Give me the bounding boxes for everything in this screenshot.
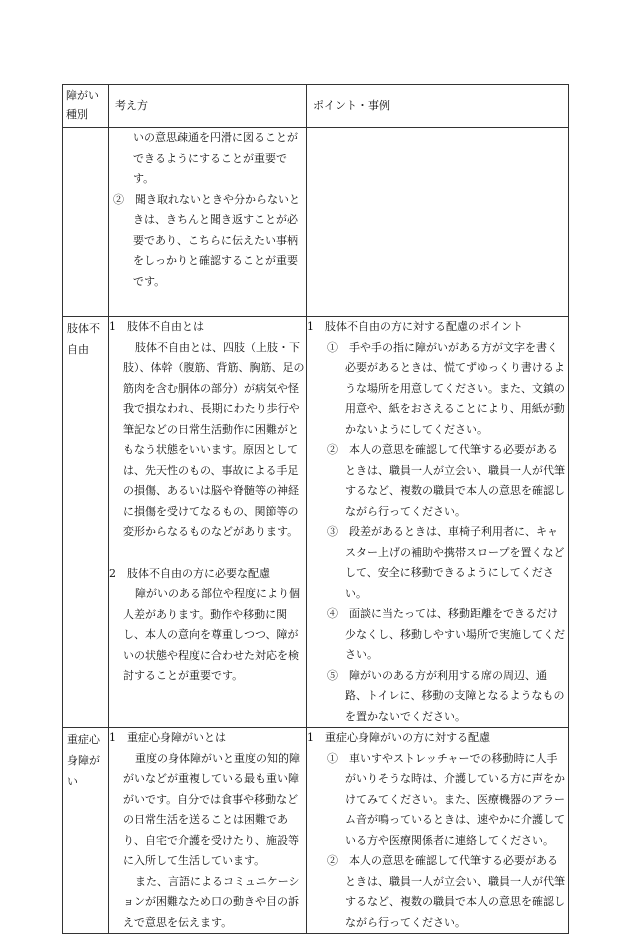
row2-thinking-paragraph-2: 障がいのある部位や程度により個人差があります。動作や移動に関し、本人の意向を尊重しつつ、障がいの状態や程度に合わせた対応を検討することが重要です。 xyxy=(123,587,300,682)
row3-thinking-paragraph-2: また、言語によるコミュニケーションが困難なため口の動きや目の訴えで意思を伝えます。 xyxy=(123,874,300,929)
row3-point-1: ① 車いすやストレッチャーでの移動時に人手がいりそうな時は、介護している方に声をかけてみてください。また、医療機器のアラーム音が鳴っているときは、速やかに介護している方や医療関係者に連絡してください。 xyxy=(327,751,565,847)
row1-thinking xyxy=(109,128,307,317)
row2-category: 肢体不自由 xyxy=(63,317,109,728)
table-row-physical xyxy=(63,317,569,728)
row1-thinking-item-2: ② 聞き取れないときや分からないときは、きちんと聞き返すことが必要であり、こちらに伝えたい事柄をしっかりと確認することが重要です。 xyxy=(113,192,300,288)
header-thinking: 考え方 xyxy=(109,85,307,128)
row3-thinking-heading-1: 1 重症心身障がいとは xyxy=(109,731,226,744)
row1-category xyxy=(63,128,109,317)
row2-point-2: ② 本人の意思を確認して代筆する必要があるときは、職員一人が立会い、職員一人が代筆するなど、複数の職員で本人の意思を確認しながら行ってください。 xyxy=(327,443,565,518)
row2-thinking-paragraph-1: 肢体不自由とは、四肢（上肢・下肢）、体幹（腹筋、背筋、胸筋、足の筋肉を含む胴体の部分）が病気や怪我で損なわれ、長期にわたり歩行や筆記などの日常生活動作に困難がともなう状態をいいます。原因としては、先天性のもの、事故による手足の損傷、あるいは脳や脊髄等の神経に損傷を受けてなるもの、関節等の変形からなるものなどがあります。 xyxy=(123,340,305,538)
row1-thinking-continued: いの意思疎通を円滑に図ることができるようにすることが重要です。 xyxy=(133,131,298,185)
row2-points-heading: 1 肢体不自由の方に対する配慮のポイント xyxy=(307,320,523,333)
row3-thinking xyxy=(109,728,307,934)
table-row-severe xyxy=(63,728,569,934)
row2-point-3: ③ 段差があるときは、車椅子利用者に、キャスター上げの補助や携帯スロープを置くなどして、安全に移動できるようにしてください。 xyxy=(327,525,565,600)
row2-thinking-heading-1: 1 肢体不自由とは xyxy=(109,320,204,333)
row2-thinking xyxy=(109,317,307,728)
row2-points xyxy=(307,317,569,728)
row2-point-4: ④ 面談に当たっては、移動距離をできるだけ少なくし、移動しやすい場所で実施してください。 xyxy=(327,607,565,661)
row3-point-2: ② 本人の意思を確認して代筆する必要があるときは、職員一人が立会い、職員一人が代筆するなど、複数の職員で本人の意思を確認しながら行ってください。 xyxy=(327,854,565,929)
header-category: 障がい種別 xyxy=(63,85,109,128)
row3-category: 重症心身障がい xyxy=(63,728,109,934)
row2-point-5: ⑤ 障がいのある方が利用する席の周辺、通路、トイレに、移動の支障となるようなものを置かないでください。 xyxy=(327,668,565,723)
row1-points xyxy=(307,128,569,317)
guidelines-table xyxy=(62,84,569,934)
row3-points xyxy=(307,728,569,934)
table-header-row xyxy=(63,85,569,128)
row3-points-heading: 1 重症心身障がいの方に対する配慮 xyxy=(307,731,490,744)
row3-thinking-paragraph-1: 重度の身体障がいと重度の知的障がいなどが重複している最も重い障がいです。自分では食事や移動などの日常生活を送ることは困難であり、自宅で介護を受けたり、施設等に入所して生活しています。 xyxy=(123,751,300,867)
header-points: ポイント・事例 xyxy=(307,85,569,128)
table-row-continued xyxy=(63,128,569,317)
row2-thinking-heading-2: 2 肢体不自由の方に必要な配慮 xyxy=(109,566,270,580)
row2-point-1: ① 手や手の指に障がいがある方が文字を書く必要があるときは、慌てずゆっくり書けるような場所を用意してください。また、文鎮の用意や、紙をおさえることにより、用紙が動かないようにしてください。 xyxy=(327,340,565,436)
